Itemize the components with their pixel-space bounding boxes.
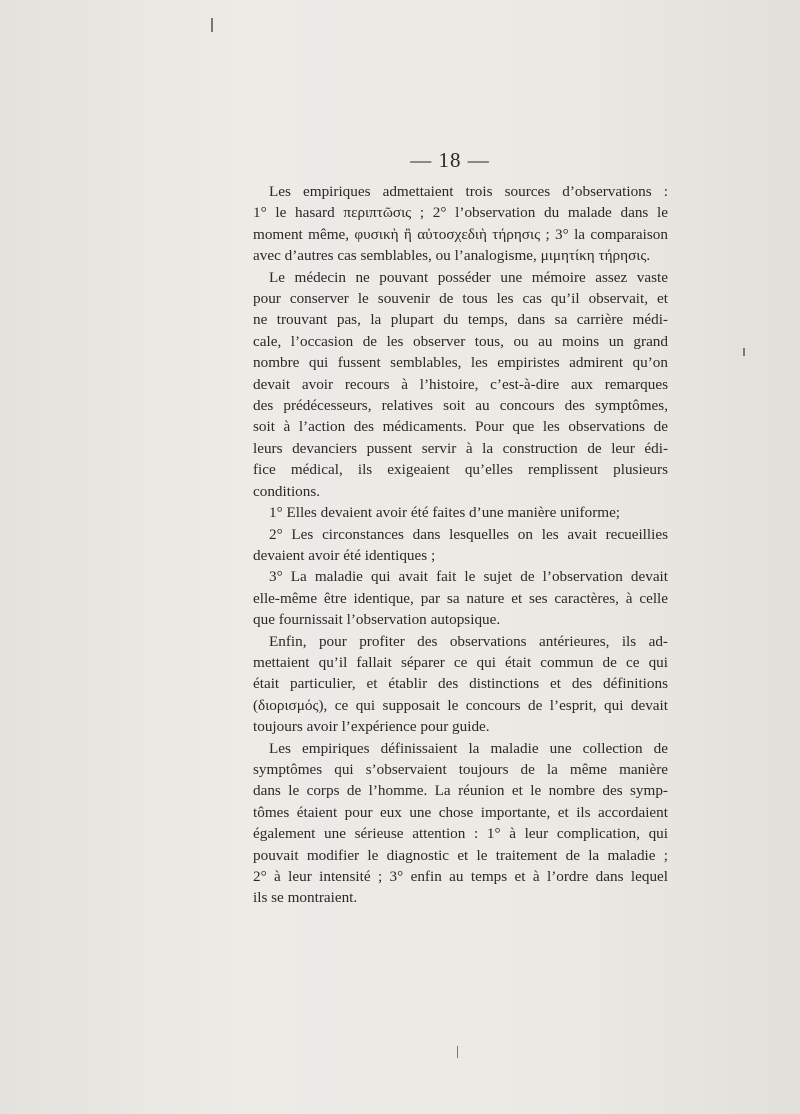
paragraph xyxy=(253,631,668,738)
text-line: Enfin, pour profiter des observations antérieures, ils ad- xyxy=(269,632,668,650)
text-line: mettaient qu’il fallait séparer ce qui était commun de ce qui xyxy=(253,653,668,671)
paragraph xyxy=(253,524,668,567)
text-line: nombre qui fussent semblables, les empiristes admirent qu’on xyxy=(253,354,668,372)
text-line: 1° le hasard περιπτῶσις ; 2° l’observation du malade dans le xyxy=(253,204,668,222)
paragraph xyxy=(253,738,668,909)
text-line: Les empiriques admettaient trois sources d’observations : xyxy=(269,183,668,200)
text-line: Le médecin ne pouvant posséder une mémoire assez vaste xyxy=(269,268,668,286)
text-line: fice médical, ils exigeaient qu’elles remplissent plusieurs xyxy=(253,461,668,479)
text-line: devait avoir recours à l’histoire, c’est-à-dire aux remarques xyxy=(253,375,668,393)
text-line: conditions. xyxy=(253,482,321,500)
text-line: leurs devanciers pussent servir à la construction de leur édi- xyxy=(253,439,668,457)
speck-mark xyxy=(743,348,745,356)
text-line: pour conserver le souvenir de tous les cas qu’il observait, et xyxy=(253,290,668,308)
paragraph xyxy=(253,566,668,630)
text-line: (διορισμός), ce qui supposait le concours de l’esprit, qui devait xyxy=(253,696,668,714)
text-line: avec d’autres cas semblables, ou l’analogisme, μιμητίκη τήρησις. xyxy=(253,247,651,265)
paragraph xyxy=(253,267,668,502)
text-line: toujours avoir l’expérience pour guide. xyxy=(253,718,490,736)
paragraph xyxy=(253,502,668,523)
text-line: également une sérieuse attention : 1° à leur complication, qui xyxy=(253,825,668,843)
text-line: devaient avoir été identiques ; xyxy=(253,546,436,564)
text-line: dans le corps de l’homme. La réunion et le nombre des symp- xyxy=(253,782,668,800)
text-line: était particulier, et établir des distinctions et des définitions xyxy=(253,675,668,693)
text-line: 3° La maladie qui avait fait le sujet de l’observation devait xyxy=(269,568,668,586)
text-line: que fournissait l’observation autopsique. xyxy=(253,611,501,629)
body-text xyxy=(253,181,668,909)
text-line: ils se montraient. xyxy=(253,889,358,907)
speck-mark xyxy=(211,18,213,32)
text-line: cale, l’occasion de les observer tous, ou au moins un grand xyxy=(253,332,668,350)
text-line: ne trouvant pas, la plupart du temps, dans sa carrière médi- xyxy=(253,311,668,329)
paragraph xyxy=(253,181,668,267)
text-line: moment même, φυσικὴ ἢ αὐτοσχεδιὴ τήρησις ; 3° la comparaison xyxy=(253,225,668,243)
text-line: elle-même être identique, par sa nature et ses caractères, à celle xyxy=(253,589,668,607)
page-number: — 18 — xyxy=(410,148,490,172)
text-line: des prédécesseurs, relatives soit au concours des symptômes, xyxy=(253,397,668,415)
text-line: Les empiriques définissaient la maladie une collection de xyxy=(269,739,668,757)
text-line: 2° à leur intensité ; 3° enfin au temps et à l’ordre dans lequel xyxy=(253,868,668,885)
text-line: 1° Elles devaient avoir été faites d’une manière uniforme; xyxy=(269,504,621,522)
text-line: 2° Les circonstances dans lesquelles on les avait recueillies xyxy=(269,525,668,543)
text-line: symptômes qui s’observaient toujours de la même manière xyxy=(253,760,668,778)
text-line: soit à l’action des médicaments. Pour que les observations de xyxy=(253,418,668,436)
speck-mark xyxy=(457,1046,458,1058)
text-line: tômes étaient pour eux une chose importante, et ils accordaient xyxy=(253,803,668,821)
text-line: pouvait modifier le diagnostic et le traitement de la maladie ; xyxy=(253,846,668,864)
